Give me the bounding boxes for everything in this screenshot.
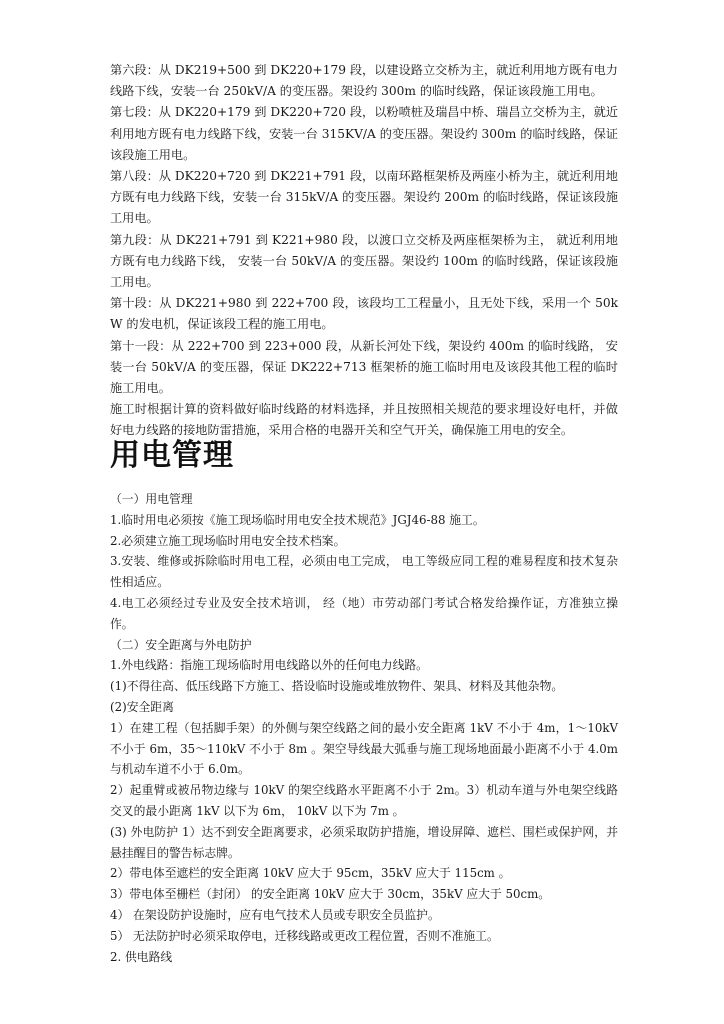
- list-item: 5） 无法防护时必须采取停电，迁移线路或更改工程位置，否则不准施工。: [110, 928, 499, 943]
- list-item: 2）起重臂或被吊物边缘与 10kV 的架空线路水平距离不小于 2m。3）机动车道与外电架空线路交叉的最小距离 1kV 以下为 6m， 10kV 以下为 7m 。: [110, 783, 618, 818]
- segment-6-paragraph: 第六段：从 DK219+500 到 DK220+179 段，以建设路立交桥为主，就近利用地方既有电力线路下线，安装一台 250kV/A 的变压器。架设约 300m 的临时线路，保证该段施工用电。: [110, 63, 618, 99]
- list-item: (3) 外电防护 1）达不到安全距离要求，必须采取防护措施，增设屏障、遮栏、围栏或保护网，并悬挂醒目的警告标志牌。: [110, 824, 618, 860]
- list-item: 4.电工必须经过专业及安全技术培训， 经（地）市劳动部门考试合格发给操作证，方准独立操作。: [110, 595, 618, 631]
- segment-7-paragraph: 第七段：从 DK220+179 到 DK220+720 段，以粉喷桩及瑞昌中桥、瑞昌立交桥为主，就近利用地方既有电力线路下线，安装一台 315KV/A 的变压器。架设约 300m 的临时线路，保证该段施工用电。: [110, 105, 618, 162]
- power-management-section: [110, 489, 618, 967]
- segment-8-paragraph: 第八段：从 DK220+720 到 DK221+791 段，以南环路框架桥及两座小桥为主，就近利用地方既有电力线路下线，安装一台 315kV/A 的变压器。架设约 200m 的临时线路，保证该段施工用电。: [110, 169, 618, 226]
- list-item: 1.外电线路：指施工现场临时用电线路以外的任何电力线路。: [110, 658, 428, 673]
- list-item: 2. 供电路线: [110, 949, 173, 964]
- power-segments-section: [110, 60, 618, 442]
- list-item: 3.安装、维修或拆除临时用电工程，必须由电工完成， 电工等级应同工程的难易程度和技术复杂性相适应。: [110, 554, 618, 590]
- construction-note-paragraph: 施工时根据计算的资料做好临时线路的材料选择，并且按照相关规范的要求埋设好电杆，并做好电力线路的接地防雷措施，采用合格的电器开关和空气开关，确保施工用电的安全。: [110, 402, 618, 438]
- list-item: 2.必须建立施工现场临时用电安全技术档案。: [110, 533, 346, 548]
- segment-9-paragraph: 第九段：从 DK221+791 到 K221+980 段，以渡口立交桥及两座框架桥为主， 就近利用地方既有电力线路下线， 安装一台 50kV/A 的变压器。架设约 100m 的临时线路，保证该段施工用电。: [110, 232, 618, 290]
- list-item: (1)不得往高、低压线路下方施工、搭设临时设施或堆放物件、架具、材料及其他杂物。: [110, 679, 564, 694]
- list-item: 1.临时用电必须按《施工现场临时用电安全技术规范》JGJ46-88 施工。: [110, 512, 485, 527]
- list-item: 1）在建工程（包括脚手架）的外侧与架空线路之间的最小安全距离 1kV 不小于 4m，1～10kV 不小于 6m，35～110kV 不小于 8m 。架空导线最大弧垂与施工现场地面最小距离不小于 4.0m 与机动车道不小于 6.0m。: [110, 720, 618, 777]
- segment-10-paragraph: 第十段：从 DK221+980 到 222+700 段，该段均工工程量小，且无处下线，采用一个 50kW 的发电机，保证该段工程的施工用电。: [110, 296, 618, 332]
- subsection-title: （二）安全距离与外电防护: [110, 637, 252, 652]
- list-item: 2）带电体至遮栏的安全距离 10kV 应大于 95cm，35kV 应大于 115cm 。: [110, 866, 511, 881]
- subsection-title: （一）用电管理: [110, 492, 193, 506]
- list-item: 3）带电体至栅栏（封闭） 的安全距离 10kV 应大于 30cm，35kV 应大于 50cm。: [110, 887, 551, 902]
- list-item: 4） 在架设防护设施时，应有电气技术人员或专职安全员监护。: [110, 907, 440, 922]
- list-item: (2)安全距离: [110, 699, 174, 714]
- section-heading: 用电管理: [110, 438, 234, 473]
- segment-11-paragraph: 第十一段：从 222+700 到 223+000 段，从新长河处下线，架设约 400m 的临时线路， 安装一台 50kV/A 的变压器，保证 DK222+713 框架桥的施工临时用电及该段其他工程的临时施工用电。: [110, 338, 618, 396]
